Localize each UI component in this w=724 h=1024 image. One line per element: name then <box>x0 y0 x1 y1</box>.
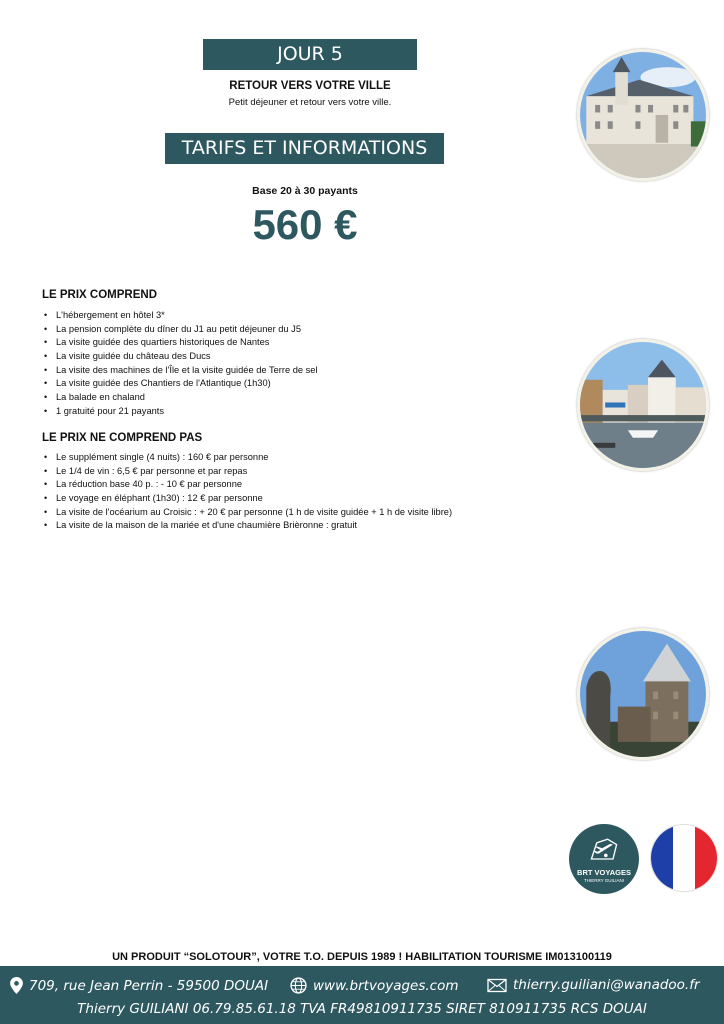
harbor-photo <box>577 339 709 471</box>
tower-photo <box>577 628 709 760</box>
address-text: 709, rue Jean Perrin - 59500 DOUAI <box>29 977 269 994</box>
brt-voyages-logo <box>569 824 639 894</box>
footer-legal: Thierry GUILIANI 06.79.85.61.18 TVA FR49810911735 SIRET 810911735 RCS DOUAI <box>77 1001 647 1017</box>
list-item: • La réduction base 40 p. : - 10 € par personne <box>44 478 452 492</box>
excluded-title: LE PRIX NE COMPREND PAS <box>42 432 203 444</box>
list-item: • La balade en chaland <box>44 391 318 405</box>
day-description: Petit déjeuner et retour vers votre ville. <box>228 97 392 108</box>
product-line: UN PRODUIT “SOLOTOUR”, VOTRE T.O. DEPUIS 1989 ! HABILITATION TOURISME IM013100119 <box>112 951 612 963</box>
list-item: • La visite de l'océarium au Croisic : + 20 € par personne (1 h de visite guidée + 1 h de visite libre) <box>44 506 452 520</box>
tarifs-banner: TARIFS ET INFORMATIONS <box>165 133 444 164</box>
airplane-icon <box>586 832 622 868</box>
castle-photo <box>577 49 709 181</box>
footer-address <box>10 977 268 994</box>
included-title: LE PRIX COMPREND <box>42 289 158 301</box>
logo-subtitle: THIERRY GUILIANI <box>583 878 625 883</box>
list-item: • La visite guidée des Chantiers de l'Atlantique (1h30) <box>44 377 318 391</box>
list-item: • Le voyage en éléphant (1h30) : 12 € par personne <box>44 492 452 506</box>
email-link[interactable]: thierry.guiliani@wanadoo.fr <box>513 977 700 993</box>
list-item: • La visite de la maison de la mariée et d'une chaumière Brièronne : gratuit <box>44 519 452 533</box>
day-banner: JOUR 5 <box>203 39 417 70</box>
day-subtitle: RETOUR VERS VOTRE VILLE <box>229 80 391 92</box>
list-item: • La visite des machines de l'Île et la visite guidée de Terre de sel <box>44 364 318 378</box>
list-item: • La visite guidée du château des Ducs <box>44 350 318 364</box>
price: 560 € <box>252 201 358 248</box>
flag-white-stripe <box>673 825 695 891</box>
location-pin-icon <box>10 977 23 994</box>
flag-blue-stripe <box>651 825 673 891</box>
footer <box>0 966 724 1024</box>
logo-name: BRT VOYAGES <box>577 868 631 877</box>
envelope-icon <box>487 978 507 993</box>
footer-email[interactable] <box>487 977 700 993</box>
french-flag-icon <box>650 824 718 892</box>
list-item: • L'hébergement en hôtel 3* <box>44 309 318 323</box>
website-link[interactable]: www.brtvoyages.com <box>313 977 459 994</box>
list-item: • La visite guidée des quartiers historiques de Nantes <box>44 336 318 350</box>
base-label: Base 20 à 30 payants <box>252 185 358 197</box>
footer-website[interactable] <box>290 977 459 994</box>
included-list <box>44 309 318 419</box>
globe-icon <box>290 977 307 994</box>
excluded-list <box>44 451 452 533</box>
list-item: • Le 1/4 de vin : 6,5 € par personne et par repas <box>44 465 452 479</box>
list-item: • 1 gratuité pour 21 payants <box>44 405 318 419</box>
list-item: • Le supplément single (4 nuits) : 160 € par personne <box>44 451 452 465</box>
flag-red-stripe <box>695 825 717 891</box>
list-item: • La pension complète du dîner du J1 au petit déjeuner du J5 <box>44 323 318 337</box>
